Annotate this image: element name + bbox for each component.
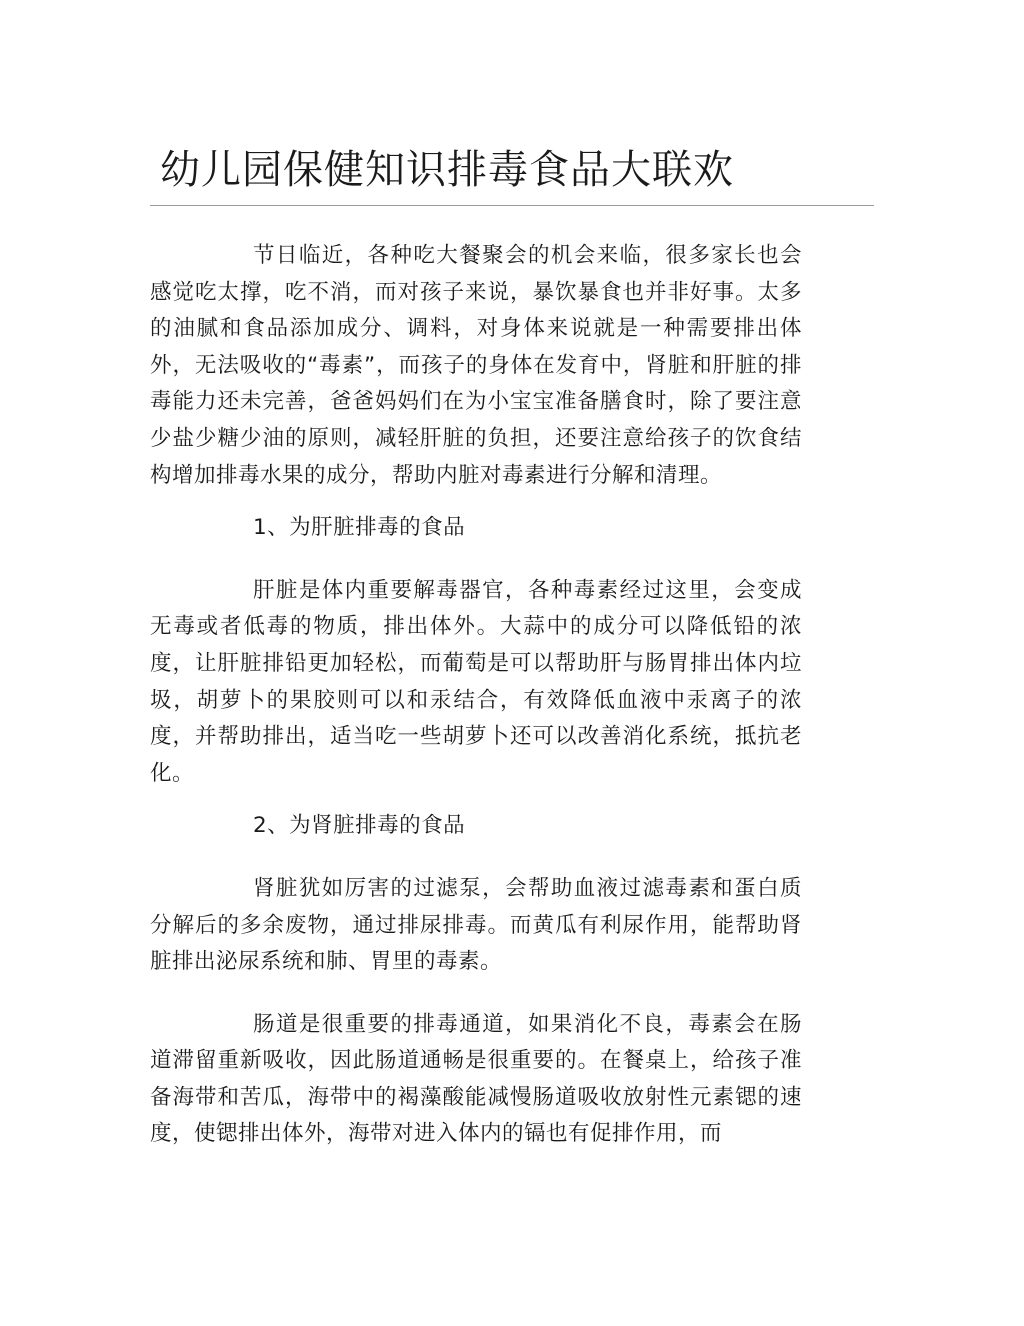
document-body <box>150 238 802 1153</box>
spacer <box>150 981 802 1007</box>
document-title: 幼儿园保健知识排毒食品大联欢 <box>160 147 734 193</box>
closing-paragraph: 肠道是很重要的排毒通道，如果消化不良，毒素会在肠道滞留重新吸收，因此肠道通畅是很重要的。在餐桌上，给孩子准备海带和苦瓜，海带中的褐藻酸能减慢肠道吸收放射性元素锶的速度，使锶排出体外，海带对进入体内的镉也有促排作用，而 <box>150 1011 802 1147</box>
section-heading-kidney: 2、为肾脏排毒的食品 <box>253 813 466 839</box>
spacer <box>150 494 802 510</box>
spacer <box>150 845 802 871</box>
section-body-kidney: 肾脏犹如厉害的过滤泵，会帮助血液过滤毒素和蛋白质分解后的多余废物，通过排尿排毒。而黄瓜有利尿作用，能帮助肾脏排出泌尿系统和肺、胃里的毒素。 <box>150 875 802 975</box>
spacer <box>150 547 802 573</box>
intro-paragraph: 节日临近，各种吃大餐聚会的机会来临，很多家长也会感觉吃太撑，吃不消，而对孩子来说，暴饮暴食也并非好事。太多的油腻和食品添加成分、调料，对身体来说就是一种需要排出体外，无法吸收的“毒素”，而孩子的身体在发育中，肾脏和肝脏的排毒能力还未完善，爸爸妈妈们在为小宝宝准备膳食时，除了要注意少盐少糖少油的原则，减轻肝脏的负担，还要注意给孩子的饮食结构增加排毒水果的成分，帮助内脏对毒素进行分解和清理。 <box>150 243 802 488</box>
title-divider <box>150 205 874 206</box>
section-body-liver: 肝脏是体内重要解毒器官，各种毒素经过这里，会变成无毒或者低毒的物质，排出体外。大蒜中的成分可以降低铅的浓度，让肝脏排铅更加轻松，而葡萄是可以帮助肝与肠胃排出体内垃圾，胡萝卜的果胶则可以和汞结合，有效降低血液中汞离子的浓度，并帮助排出，适当吃一些胡萝卜还可以改善消化系统，抵抗老化。 <box>150 577 802 786</box>
spacer <box>150 792 802 808</box>
section-heading-liver: 1、为肝脏排毒的食品 <box>253 515 466 541</box>
